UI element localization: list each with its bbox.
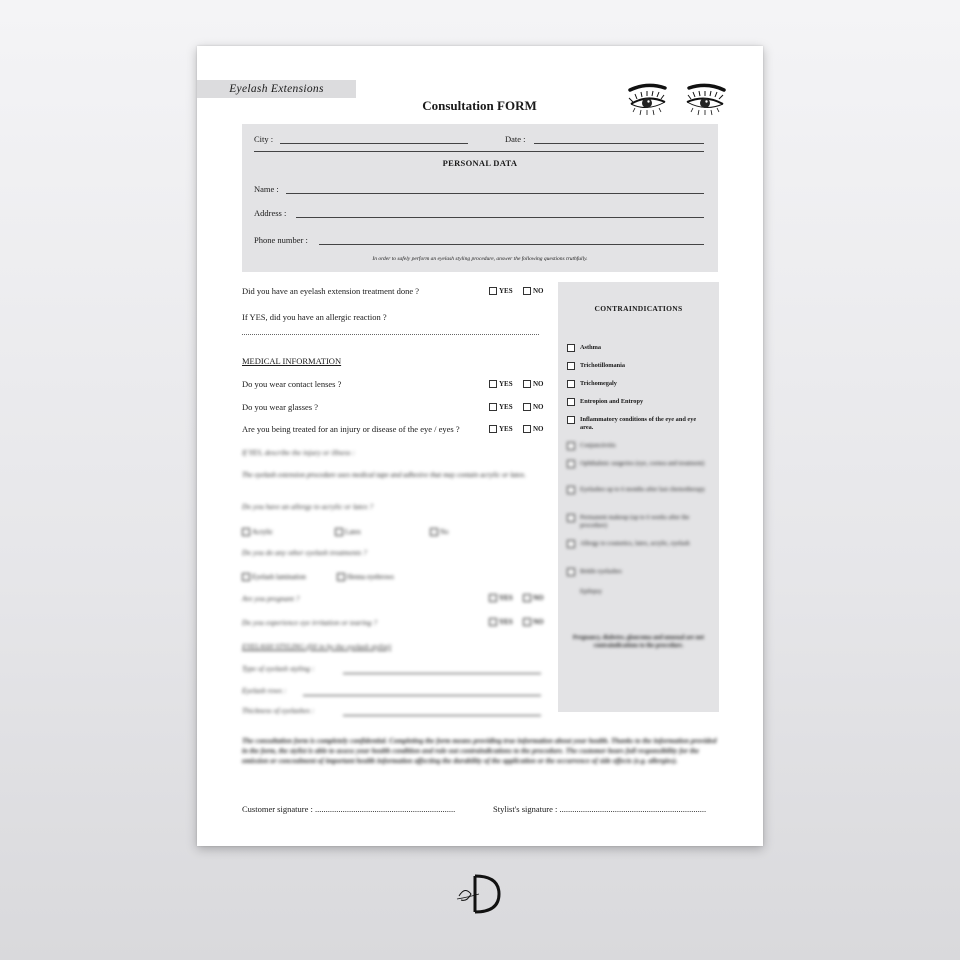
checkbox[interactable] [567,442,575,450]
medical-information-title: MEDICAL INFORMATION [242,356,342,366]
customer-signature[interactable]: Customer signature : .................................................................. [242,804,456,814]
q10-no-option[interactable] [523,618,544,626]
checkbox[interactable] [567,460,575,468]
instructions-note: In order to safely perform an eyelash styling procedure, answer the following questions truthfully. [372,256,588,262]
name-field[interactable] [286,193,704,194]
checkbox[interactable] [489,403,497,411]
question-glasses: Do you wear glasses ? [242,402,319,412]
contraindication-item[interactable] [567,416,707,432]
checkbox[interactable] [567,540,575,548]
contraindication-label: Permanent makeup (up to 6 weeks after the procedure) [580,514,690,529]
q1-no-option[interactable] [523,287,544,295]
contraindication-label: Inflammatory conditions of the eye and eye area. [580,416,697,431]
contraindication-item[interactable] [567,344,707,352]
contraindication-label: Eyelashes up to 6 months after last chemotherapy [580,486,706,493]
contraindication-item[interactable] [567,568,707,576]
contraindication-item[interactable] [567,442,707,450]
contraindication-label: Entropion and Entropy [580,398,644,405]
question-previous-extensions: Did you have an eyelash extension treatment done ? [242,286,420,296]
question-eye-irritation: Do you experience eye irritation or tearing ? [242,618,378,627]
option-label: Latex [345,528,361,536]
contraindication-label: Asthma [580,344,601,351]
adhesive-note: The eyelash extension procedure uses medical tape and adhesive that may contain acrylic or latex. [242,471,526,479]
question-other-treatments: Do you do any other eyelash treatments ? [242,548,367,557]
question-allergic-reaction: If YES, did you have an allergic reaction ? [242,312,387,322]
contraindication-label: Allergy to cosmetics, latex, acrylic, eyelash [580,540,690,547]
brand-logo-icon [455,872,503,916]
personal-data-title: PERSONAL DATA [442,158,518,168]
checkbox[interactable] [523,594,531,602]
q3-yes-option[interactable] [489,380,513,388]
q5-yes-option[interactable] [489,425,513,433]
checkbox[interactable] [523,618,531,626]
stylist-signature[interactable]: Stylist's signature : ..................................................................... [493,804,707,814]
checkbox[interactable] [567,514,575,522]
contraindication-item[interactable] [567,380,707,388]
styling-type-label: Type of eyelash styling : [242,664,315,673]
eyelash-thickness-label: Thickness of eyelashes : [242,706,315,715]
option-latex[interactable] [335,528,361,536]
no-label: NO [533,403,544,411]
contraindications-title: CONTRAINDICATIONS [594,304,683,313]
q5-no-option[interactable] [523,425,544,433]
checkbox[interactable] [567,568,575,576]
consultation-form-page [197,46,763,846]
contraindication-label: Trichomegaly [580,380,617,387]
checkbox[interactable] [430,528,438,536]
checkbox[interactable] [489,380,497,388]
yes-label: YES [499,425,513,433]
option-label: No [440,528,449,536]
contraindication-item[interactable] [567,514,707,530]
option-label: Eyelash lamination [252,573,306,581]
checkbox[interactable] [567,486,575,494]
contraindications-panel [558,282,719,712]
question-contact-lenses: Do you wear contact lenses ? [242,379,342,389]
date-field[interactable] [534,143,704,144]
contraindication-label: Brittle eyelashes [580,568,622,575]
contraindication-label: Ophthalmic surgeries (eye, cornea and treatment) [580,460,705,467]
option-label: Henna eyebrows [347,573,394,581]
checkbox[interactable] [489,618,497,626]
question-pregnant: Are you pregnant ? [242,594,300,603]
contraindication-label: Trichotillomania [580,362,626,369]
form-tag: Eyelash Extensions [197,80,356,98]
contraindication-item[interactable] [567,486,707,494]
contraindication-item[interactable] [567,460,707,468]
question-allergy-acrylic: Do you have an allergy to acrylic or latex ? [242,502,374,511]
q4-yes-option[interactable] [489,403,513,411]
q9-no-option[interactable] [523,594,544,602]
contraindication-label: Epilepsy [580,588,603,595]
address-label: Address : [254,208,287,218]
checkbox[interactable] [567,362,575,370]
date-label: Date : [505,134,526,144]
q9-yes-option[interactable] [489,594,513,602]
contraindication-label: Conjunctivitis [580,442,616,449]
option-henna[interactable] [337,573,394,581]
checkbox[interactable] [489,425,497,433]
side-note: Pregnancy, diabetes, glaucoma and unusual are not contraindications to the procedure. [572,635,705,649]
option-lamination[interactable] [242,573,306,581]
styling-type-field[interactable] [343,673,541,674]
eyelash-rows-label: Eyelash rows : [242,686,287,695]
yes-label: YES [499,380,513,388]
checkbox[interactable] [489,594,497,602]
no-label: NO [533,287,544,295]
no-label: NO [533,618,544,626]
city-label: City : [254,134,274,144]
answer-line[interactable] [242,334,539,335]
checkbox[interactable] [523,425,531,433]
checkbox[interactable] [567,380,575,388]
phone-field[interactable] [319,244,704,245]
yes-label: YES [499,618,513,626]
checkbox[interactable] [242,573,250,581]
contraindication-item[interactable] [567,362,707,370]
city-field[interactable] [280,143,468,144]
checkbox[interactable] [567,416,575,424]
form-title: Consultation FORM [422,98,537,113]
yes-label: YES [499,403,513,411]
confidentiality-disclaimer: The consultation form is completely confidential. Completing the form means providing true information about your health. Thanks to the information provided in the form, the stylist is able to assess your health condition and rule out contraindications to the procedure. The customer bears full responsibility for the omission or concealment of important health information affecting the durability of the application or the occurrence of side effects (e.g. allergies). [242,737,717,765]
yes-label: YES [499,287,513,295]
personal-data-panel [242,124,718,272]
checkbox[interactable] [242,528,250,536]
checkbox[interactable] [523,287,531,295]
address-field[interactable] [296,217,704,218]
q1-yes-option[interactable] [489,287,513,295]
eyelash-thickness-field[interactable] [343,715,541,716]
contraindication-item[interactable] [567,540,707,548]
q3-no-option[interactable] [523,380,544,388]
eyes-illustration-icon [627,82,727,124]
option-no[interactable] [430,528,449,536]
yes-label: YES [499,594,513,602]
no-label: NO [533,425,544,433]
q4-no-option[interactable] [523,403,544,411]
q10-yes-option[interactable] [489,618,513,626]
checkbox[interactable] [337,573,345,581]
question-eye-treatment: Are you being treated for an injury or disease of the eye / eyes ? [242,424,460,434]
checkbox[interactable] [335,528,343,536]
option-acrylic[interactable] [242,528,273,536]
question-describe-injury: If YES, describe the injury or illness : [242,448,355,457]
checkbox[interactable] [523,380,531,388]
checkbox[interactable] [489,287,497,295]
no-label: NO [533,380,544,388]
option-label: Acrylic [252,528,273,536]
name-label: Name : [254,184,279,194]
phone-label: Phone number : [254,235,308,245]
contraindication-item[interactable] [567,398,707,406]
checkbox[interactable] [567,398,575,406]
divider [254,151,704,152]
checkbox[interactable] [567,344,575,352]
no-label: NO [533,594,544,602]
eyelash-rows-field[interactable] [303,695,541,696]
contraindication-item [580,588,720,596]
checkbox[interactable] [523,403,531,411]
eyelash-styling-title: EYELASH STYLING (fill in by the eyelash stylist) [242,642,391,651]
